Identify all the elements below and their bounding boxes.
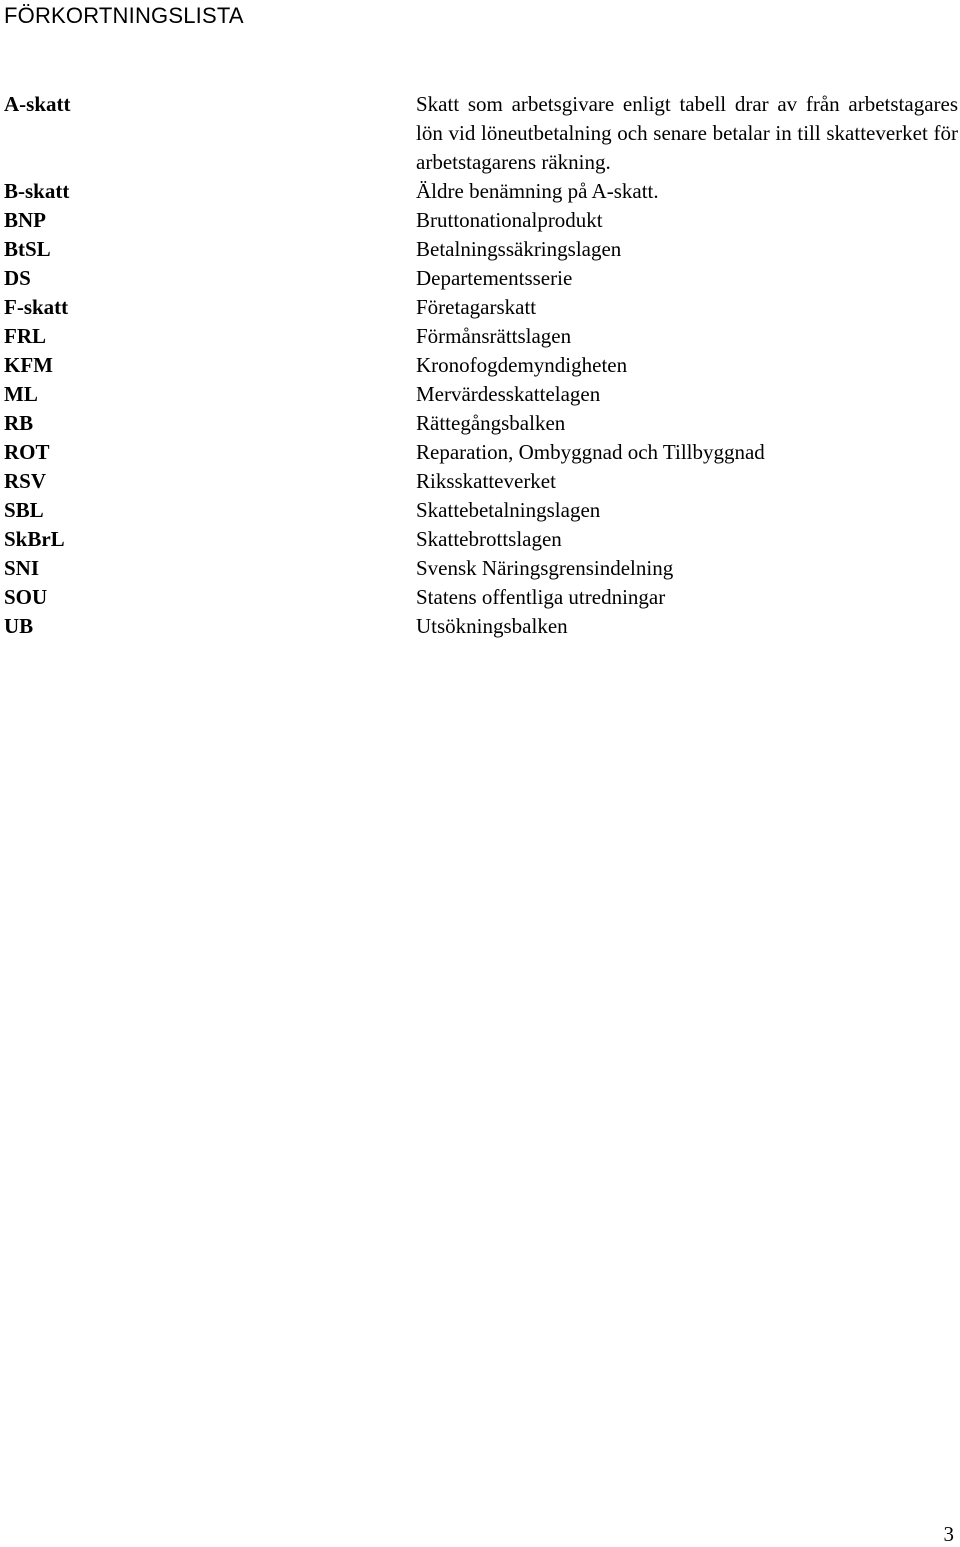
abbreviation-definition: Företagarskatt: [416, 295, 537, 319]
abbreviation-term: SOU: [4, 585, 48, 609]
list-item: [4, 583, 958, 612]
list-item: [4, 206, 958, 235]
abbreviation-definition: Skattebetalningslagen: [416, 498, 601, 522]
list-item: [4, 554, 958, 583]
abbreviation-term: FRL: [4, 324, 46, 348]
abbreviation-term: SkBrL: [4, 527, 65, 551]
abbreviation-definition: Utsökningsbalken: [416, 614, 568, 638]
abbreviation-term: ROT: [4, 440, 50, 464]
abbreviation-term: SNI: [4, 556, 40, 580]
abbreviation-definition: Skattebrottslagen: [416, 527, 562, 551]
abbreviation-term: B-skatt: [4, 179, 70, 203]
list-item: [4, 612, 958, 641]
abbreviation-term: BtSL: [4, 237, 51, 261]
abbreviation-definition: Bruttonationalprodukt: [416, 208, 603, 232]
abbreviation-list: [4, 90, 958, 641]
page-number: 3: [943, 1522, 954, 1546]
abbreviation-definition: Förmånsrättslagen: [416, 324, 572, 348]
abbreviation-definition: Svensk Näringsgrensindelning: [416, 556, 674, 580]
abbreviation-term: BNP: [4, 208, 46, 232]
abbreviation-term: RSV: [4, 469, 47, 493]
list-item: [4, 322, 958, 351]
abbreviation-definition: Riksskatteverket: [416, 469, 556, 493]
list-item: [4, 351, 958, 380]
list-item: [4, 438, 958, 467]
abbreviation-term: KFM: [4, 353, 53, 377]
abbreviation-definition: Mervärdesskattelagen: [416, 382, 601, 406]
list-item: [4, 467, 958, 496]
abbreviation-term: UB: [4, 614, 34, 638]
abbreviation-definition: Äldre benämning på A-skatt.: [416, 179, 659, 203]
abbreviation-definition: Rättegångsbalken: [416, 411, 566, 435]
abbreviation-term: F-skatt: [4, 295, 69, 319]
list-item: [4, 496, 958, 525]
abbreviation-term: ML: [4, 382, 38, 406]
page-title: FÖRKORTNINGSLISTA: [4, 3, 244, 28]
list-item: [4, 293, 958, 322]
abbreviation-definition: Kronofogdemyndigheten: [416, 353, 628, 377]
abbreviation-definition: Betalningssäkringslagen: [416, 237, 622, 261]
abbreviation-definition: Skatt som arbetsgivare enligt tabell drar av från arbetstagares lön vid löneutbetalning och senare betalar in till skatteverket för arbetstagarens räkning.: [416, 92, 958, 174]
list-item: [4, 380, 958, 409]
abbreviation-term: A-skatt: [4, 92, 71, 116]
abbreviation-term: RB: [4, 411, 34, 435]
list-item: [4, 177, 958, 206]
abbreviation-term: SBL: [4, 498, 44, 522]
list-item: [4, 525, 958, 554]
abbreviation-definition: Reparation, Ombyggnad och Tillbyggnad: [416, 440, 765, 464]
abbreviation-definition: Statens offentliga utredningar: [416, 585, 666, 609]
list-item: [4, 264, 958, 293]
list-item: [4, 409, 958, 438]
list-item: [4, 235, 958, 264]
abbreviation-definition: Departementsserie: [416, 266, 573, 290]
list-item: [4, 90, 958, 177]
abbreviation-term: DS: [4, 266, 31, 290]
